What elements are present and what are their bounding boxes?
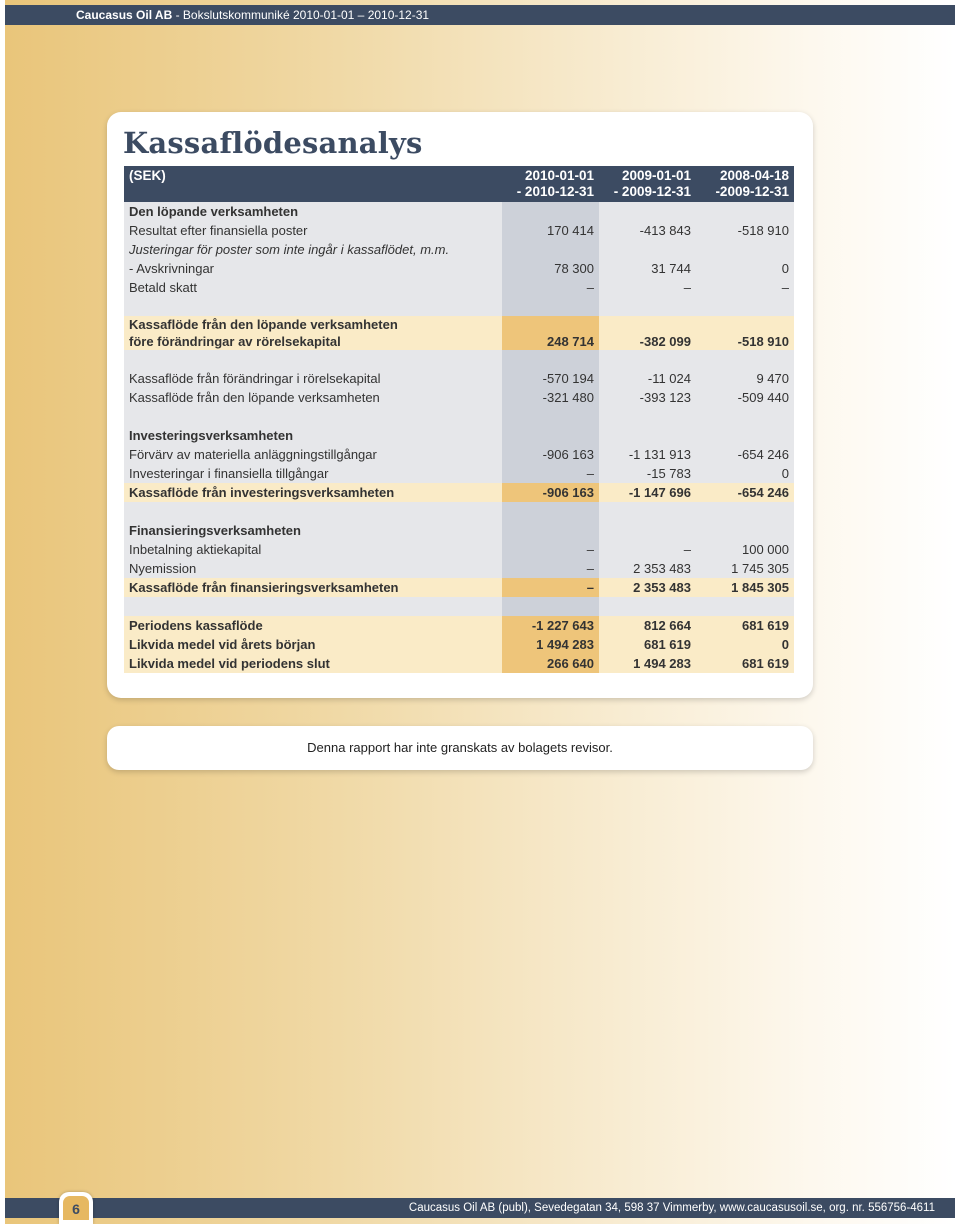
value-cell: 681 619 <box>696 654 794 673</box>
value-cell: – <box>696 278 794 297</box>
value-cell <box>696 202 794 221</box>
row-label <box>124 316 502 350</box>
value-cell: -906 163 <box>502 483 599 502</box>
row-label: Likvida medel vid årets början <box>124 635 502 654</box>
value-cell: 31 744 <box>599 259 696 278</box>
value-cell: 2 353 483 <box>599 559 696 578</box>
value-cell: 681 619 <box>696 616 794 635</box>
row-label <box>124 297 502 316</box>
value-cell: 0 <box>696 259 794 278</box>
header-bar <box>5 5 955 25</box>
value-cell <box>696 350 794 369</box>
value-cell: -906 163 <box>502 445 599 464</box>
value-cell: -1 227 643 <box>502 616 599 635</box>
value-cell: -15 783 <box>599 464 696 483</box>
page-title: Kassaflödesanalys <box>123 126 423 160</box>
value-cell: – <box>502 278 599 297</box>
page-number-tab <box>59 1192 93 1224</box>
period-header-2010 <box>502 166 599 202</box>
period-header-2009 <box>599 166 696 202</box>
value-cell <box>696 297 794 316</box>
value-cell <box>599 597 696 616</box>
row-label: Nyemission <box>124 559 502 578</box>
row-label: Finansieringsverksamheten <box>124 521 502 540</box>
table-row <box>124 654 794 673</box>
table-row <box>124 578 794 597</box>
table-row <box>124 521 794 540</box>
value-cell: -413 843 <box>599 221 696 240</box>
value-cell: 0 <box>696 464 794 483</box>
value-cell <box>599 407 696 426</box>
value-cell <box>502 202 599 221</box>
table-row <box>124 202 794 221</box>
footer-bar <box>5 1198 955 1218</box>
table-row <box>124 635 794 654</box>
table-row <box>124 616 794 635</box>
value-cell: -1 131 913 <box>599 445 696 464</box>
value-cell <box>502 426 599 445</box>
header-text <box>76 5 429 25</box>
row-label: Investeringsverksamheten <box>124 426 502 445</box>
value-cell: -518 910 <box>696 221 794 240</box>
value-cell: 1 745 305 <box>696 559 794 578</box>
row-label <box>124 407 502 426</box>
table-row <box>124 369 794 388</box>
value-cell: 100 000 <box>696 540 794 559</box>
table-row <box>124 559 794 578</box>
period-end: -2009-12-31 <box>715 184 789 199</box>
value-cell <box>599 426 696 445</box>
row-label: Justeringar för poster som inte ingår i kassaflödet, m.m. <box>124 240 502 259</box>
value-cell <box>696 407 794 426</box>
value-cell <box>599 240 696 259</box>
value-cell <box>696 521 794 540</box>
row-label: Kassaflöde från förändringar i rörelsekapital <box>124 369 502 388</box>
table-row <box>124 316 794 350</box>
value-cell <box>502 521 599 540</box>
value-cell: 1 845 305 <box>696 578 794 597</box>
value-cell: -570 194 <box>502 369 599 388</box>
row-label: Betald skatt <box>124 278 502 297</box>
row-label: Inbetalning aktiekapital <box>124 540 502 559</box>
value-cell: 0 <box>696 635 794 654</box>
value-cell: 266 640 <box>502 654 599 673</box>
value-cell <box>502 297 599 316</box>
value-cell: 170 414 <box>502 221 599 240</box>
header-company: Caucasus Oil AB <box>76 8 173 22</box>
row-label <box>124 597 502 616</box>
table-row <box>124 259 794 278</box>
table-row <box>124 278 794 297</box>
value-cell: 1 494 283 <box>599 654 696 673</box>
table-row <box>124 426 794 445</box>
value-cell <box>502 350 599 369</box>
value-cell <box>599 202 696 221</box>
row-label-line: före förändringar av rörelsekapital <box>129 334 341 349</box>
table-row <box>124 540 794 559</box>
value-cell: -518 910 <box>696 316 794 350</box>
table-row <box>124 388 794 407</box>
period-start: 2008-04-18 <box>719 168 789 183</box>
value-cell: -11 024 <box>599 369 696 388</box>
row-label: Förvärv av materiella anläggningstillgångar <box>124 445 502 464</box>
value-cell: 681 619 <box>599 635 696 654</box>
value-cell: -321 480 <box>502 388 599 407</box>
row-label: Kassaflöde från finansieringsverksamheten <box>124 578 502 597</box>
table-row <box>124 483 794 502</box>
table-header-row <box>124 166 794 202</box>
value-cell: 248 714 <box>502 316 599 350</box>
row-label: Den löpande verksamheten <box>124 202 502 221</box>
value-cell: 1 494 283 <box>502 635 599 654</box>
value-cell: 812 664 <box>599 616 696 635</box>
value-cell <box>599 297 696 316</box>
value-cell: 78 300 <box>502 259 599 278</box>
value-cell <box>599 521 696 540</box>
table-row <box>124 221 794 240</box>
row-label: Periodens kassaflöde <box>124 616 502 635</box>
row-label: - Avskrivningar <box>124 259 502 278</box>
value-cell: – <box>599 278 696 297</box>
period-end: - 2010-12-31 <box>516 184 594 199</box>
value-cell: – <box>502 559 599 578</box>
value-cell: -382 099 <box>599 316 696 350</box>
row-label: Investeringar i finansiella tillgångar <box>124 464 502 483</box>
value-cell: -654 246 <box>696 483 794 502</box>
value-cell <box>502 597 599 616</box>
spacer-row <box>124 407 794 426</box>
value-cell <box>599 350 696 369</box>
period-header-2008 <box>696 166 794 202</box>
value-cell: 2 353 483 <box>599 578 696 597</box>
value-cell: 9 470 <box>696 369 794 388</box>
row-label: Kassaflöde från den löpande verksamheten <box>124 388 502 407</box>
spacer-row <box>124 597 794 616</box>
period-start: 2010-01-01 <box>524 168 594 183</box>
spacer-row <box>124 350 794 369</box>
value-cell: -1 147 696 <box>599 483 696 502</box>
spacer-row <box>124 297 794 316</box>
row-label: Likvida medel vid periodens slut <box>124 654 502 673</box>
value-cell <box>599 502 696 521</box>
value-cell <box>696 597 794 616</box>
footer-address: Caucasus Oil AB (publ), Sevedegatan 34, 598 37 Vimmerby, www.caucasusoil.se, org. nr. 556756-4611 <box>408 1202 935 1214</box>
value-cell: – <box>502 464 599 483</box>
period-end: - 2009-12-31 <box>613 184 691 199</box>
value-cell: -654 246 <box>696 445 794 464</box>
period-start: 2009-01-01 <box>621 168 691 183</box>
value-cell <box>696 426 794 445</box>
row-label: Kassaflöde från investeringsverksamheten <box>124 483 502 502</box>
row-label <box>124 502 502 521</box>
row-label: Resultat efter finansiella poster <box>124 221 502 240</box>
value-cell <box>696 502 794 521</box>
value-cell: – <box>599 540 696 559</box>
table-row <box>124 464 794 483</box>
header-report: - Bokslutskommuniké 2010-01-01 – 2010-12-31 <box>172 8 430 22</box>
value-cell <box>502 502 599 521</box>
table-row <box>124 445 794 464</box>
row-label-line: Kassaflöde från den löpande verksamheten <box>129 317 398 332</box>
row-label <box>124 350 502 369</box>
currency-header: (SEK) <box>124 166 502 202</box>
table-row <box>124 240 794 259</box>
value-cell: -509 440 <box>696 388 794 407</box>
cashflow-table <box>124 166 794 673</box>
value-cell: – <box>502 578 599 597</box>
spacer-row <box>124 502 794 521</box>
audit-note: Denna rapport har inte granskats av bolagets revisor. <box>107 726 813 770</box>
value-cell <box>696 240 794 259</box>
value-cell <box>502 407 599 426</box>
page-number: 6 <box>63 1196 89 1220</box>
value-cell: – <box>502 540 599 559</box>
value-cell <box>502 240 599 259</box>
value-cell: -393 123 <box>599 388 696 407</box>
